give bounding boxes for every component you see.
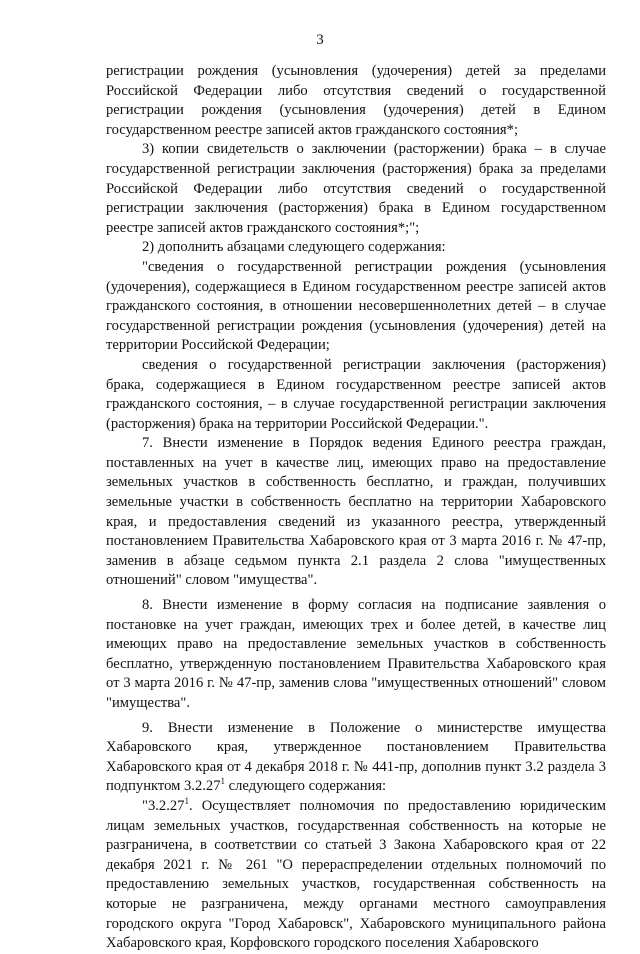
paragraph-registration-birth-continuation: регистрации рождения (усыновления (удочерения) детей за пределами Российской Федерации либо отсутствия сведений о государственной регистрации рождения (усыновления (удочерения) детей в Едином государственном реестре записей актов гражданского состояния*;: [106, 63, 606, 138]
paragraph-quote-marriage-records: сведения о государственной регистрации заключения (расторжения) брака, содержащиеся в Едином государственном реестре записей актов гражданского состояния, – в случае государственной регистрации заключения (расторжения) брака на территории Российской Федерации.".: [106, 356, 606, 432]
superscript-marker: 1: [184, 795, 189, 806]
paragraph-quote-birth-records: "сведения о государственной регистрации рождения (усыновления (удочерения), содержащиеся в Едином государственном реестре записей актов гражданского состояния, в отношении несовершеннолетних детей – в случае государственной регистрации рождения (усыновления (удочерения) детей на территории Российской Федерации;: [106, 258, 606, 354]
paragraph-item-3-marriage-certificates: 3) копии свидетельств о заключении (расторжении) брака – в случае государственной регистрации заключения (расторжения) брака за пределами Российской Федерации либо отсутствия сведений о государственной регистрации заключения (расторжения) брака в Едином государственном реестре записей актов гражданского состояния*;";: [106, 141, 606, 236]
paragraph-item-2-add-paragraphs: 2) дополнить абзацами следующего содержания:: [142, 239, 446, 256]
page-number: 3: [316, 32, 324, 48]
paragraph-section-7: 7. Внести изменение в Порядок ведения Единого реестра граждан, поставленных на учет в качестве лиц, имеющих право на предоставление земельных участков в собственность бесплатно, и граждан, получивших земельные участки в собственность бесплатно на территории Хабаровского края, и предоставления сведений из указанного реестра, утвержденный постановлением Правительства Хабаровского края от 3 марта 2016 г. № 47-пр, заменив в абзаце седьмом пункта 2.1 раздела 2 слова "имущественных отношений" словом "имущества".: [106, 435, 606, 589]
paragraph-section-8: 8. Внести изменение в форму согласия на подписание заявления о постановке на учет граждан, имеющих трех и более детей, в качестве лиц имеющих право на предоставление земельных участков в собственность бесплатно, утвержденную постановлением Правительства Хабаровского края от 3 марта 2016 г. № 47-пр, заменив слова "имущественных отношений" словом "имущества".: [106, 597, 606, 711]
document-body: [106, 62, 606, 954]
paragraph-section-9-text: 9. Внести изменение в Положение о министерстве имущества Хабаровского края, утвержденное постановлением Правительства Хабаровского края от 4 декабря 2018 г. № 441-пр, дополнив пункт 3.2 раздела 3 подпунктом 3.2.27: [106, 719, 606, 795]
paragraph-section-9: [106, 719, 606, 797]
paragraph-subitem-3-2-27-1: [106, 797, 606, 954]
paragraph-section-9-tail: следующего содержания:: [225, 778, 387, 795]
paragraph-subitem-number: "3.2.27: [142, 797, 185, 814]
superscript-marker: 1: [220, 776, 225, 787]
paragraph-subitem-text: . Осуществляет полномочия по предоставлению юридическим лицам земельных участков, государственная собственность на которые не разграничена, в соответствии со статьей 3 Закона Хабаровского края от 22 декабря 2021 г. № 261 "О перераспределении отдельных полномочий по предоставлению земельных участков, государственная собственность на которые не разграничена, между органами местного самоуправления городского округа "Город Хабаровск", Хабаровского муниципального района Хабаровского края, Корфовского городского поселения Хабаровского: [106, 797, 606, 952]
